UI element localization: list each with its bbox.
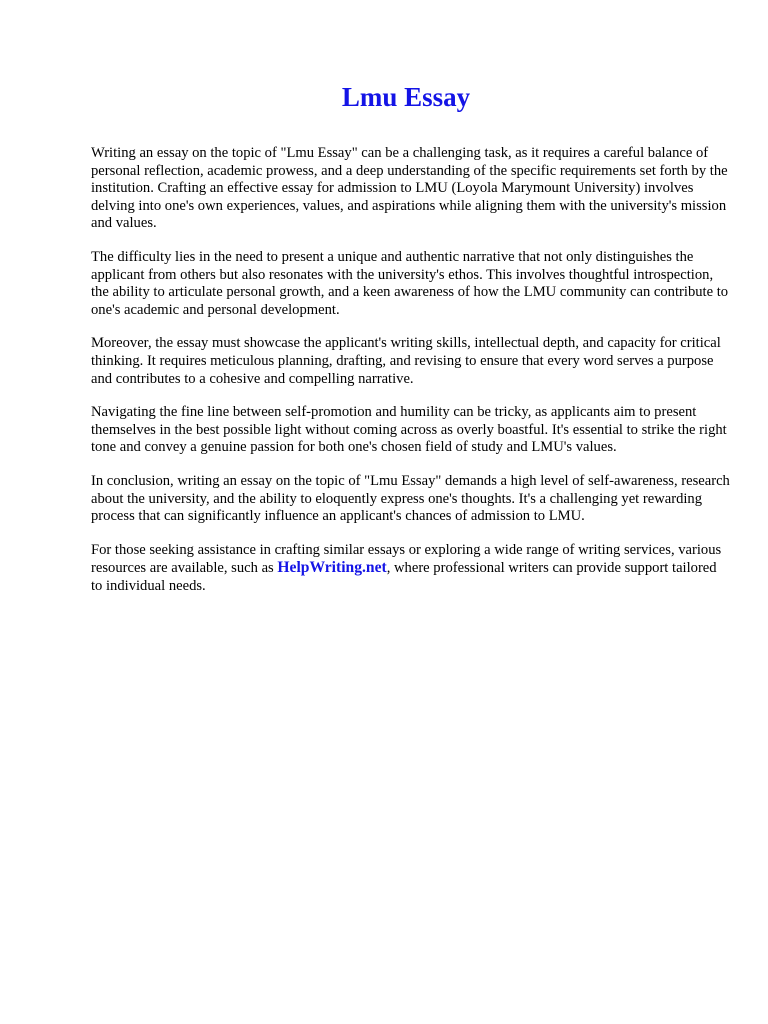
- paragraph-1: Writing an essay on the topic of "Lmu Essay" can be a challenging task, as it requires a careful balance of personal reflection, academic prowess, and a deep understanding of the specific requirements set forth by the institution. Crafting an effective essay for admission to LMU (Loyola Marymount University) involves delving into one's own experiences, values, and aspirations while aligning them with the university's mission and values.: [91, 145, 728, 232]
- paragraph-4: Navigating the fine line between self-promotion and humility can be tricky, as applicants aim to present themselves in the best possible light without coming across as overly boastful. It's essential to strike the right tone and convey a genuine passion for both one's chosen field of study and LMU's values.: [91, 404, 727, 456]
- paragraph-5: In conclusion, writing an essay on the topic of "Lmu Essay" demands a high level of self-awareness, research about the university, and the ability to eloquently express one's thoughts. It's a challenging yet rewarding process that can significantly influence an applicant's chances of admission to LMU.: [91, 472, 730, 525]
- paragraph-3: Moreover, the essay must showcase the applicant's writing skills, intellectual depth, and capacity for critical thinking. It requires meticulous planning, drafting, and revising to ensure that every word serves a purpose and contributes to a cohesive and compelling narrative.: [91, 335, 721, 387]
- paragraph-2: The difficulty lies in the need to present a unique and authentic narrative that not only distinguishes the applicant from others but also resonates with the university's ethos. This involves thoughtful introspection, the ability to articulate personal growth, and a keen awareness of how the LMU community can contribute to one's academic and personal development.: [91, 248, 729, 318]
- paragraph-6: [91, 542, 731, 596]
- paragraph-6-text-before-link: For those seeking assistance in crafting similar essays or exploring a wide range of writing services, various resources are available, such as: [91, 541, 722, 577]
- document-body: [91, 145, 731, 611]
- paragraph-6-text-after-link: , where professional writers can provide support tailored to individual needs.: [91, 560, 717, 594]
- helpwriting-link[interactable]: HelpWriting.net: [277, 559, 387, 577]
- page-title: Lmu Essay: [341, 82, 471, 112]
